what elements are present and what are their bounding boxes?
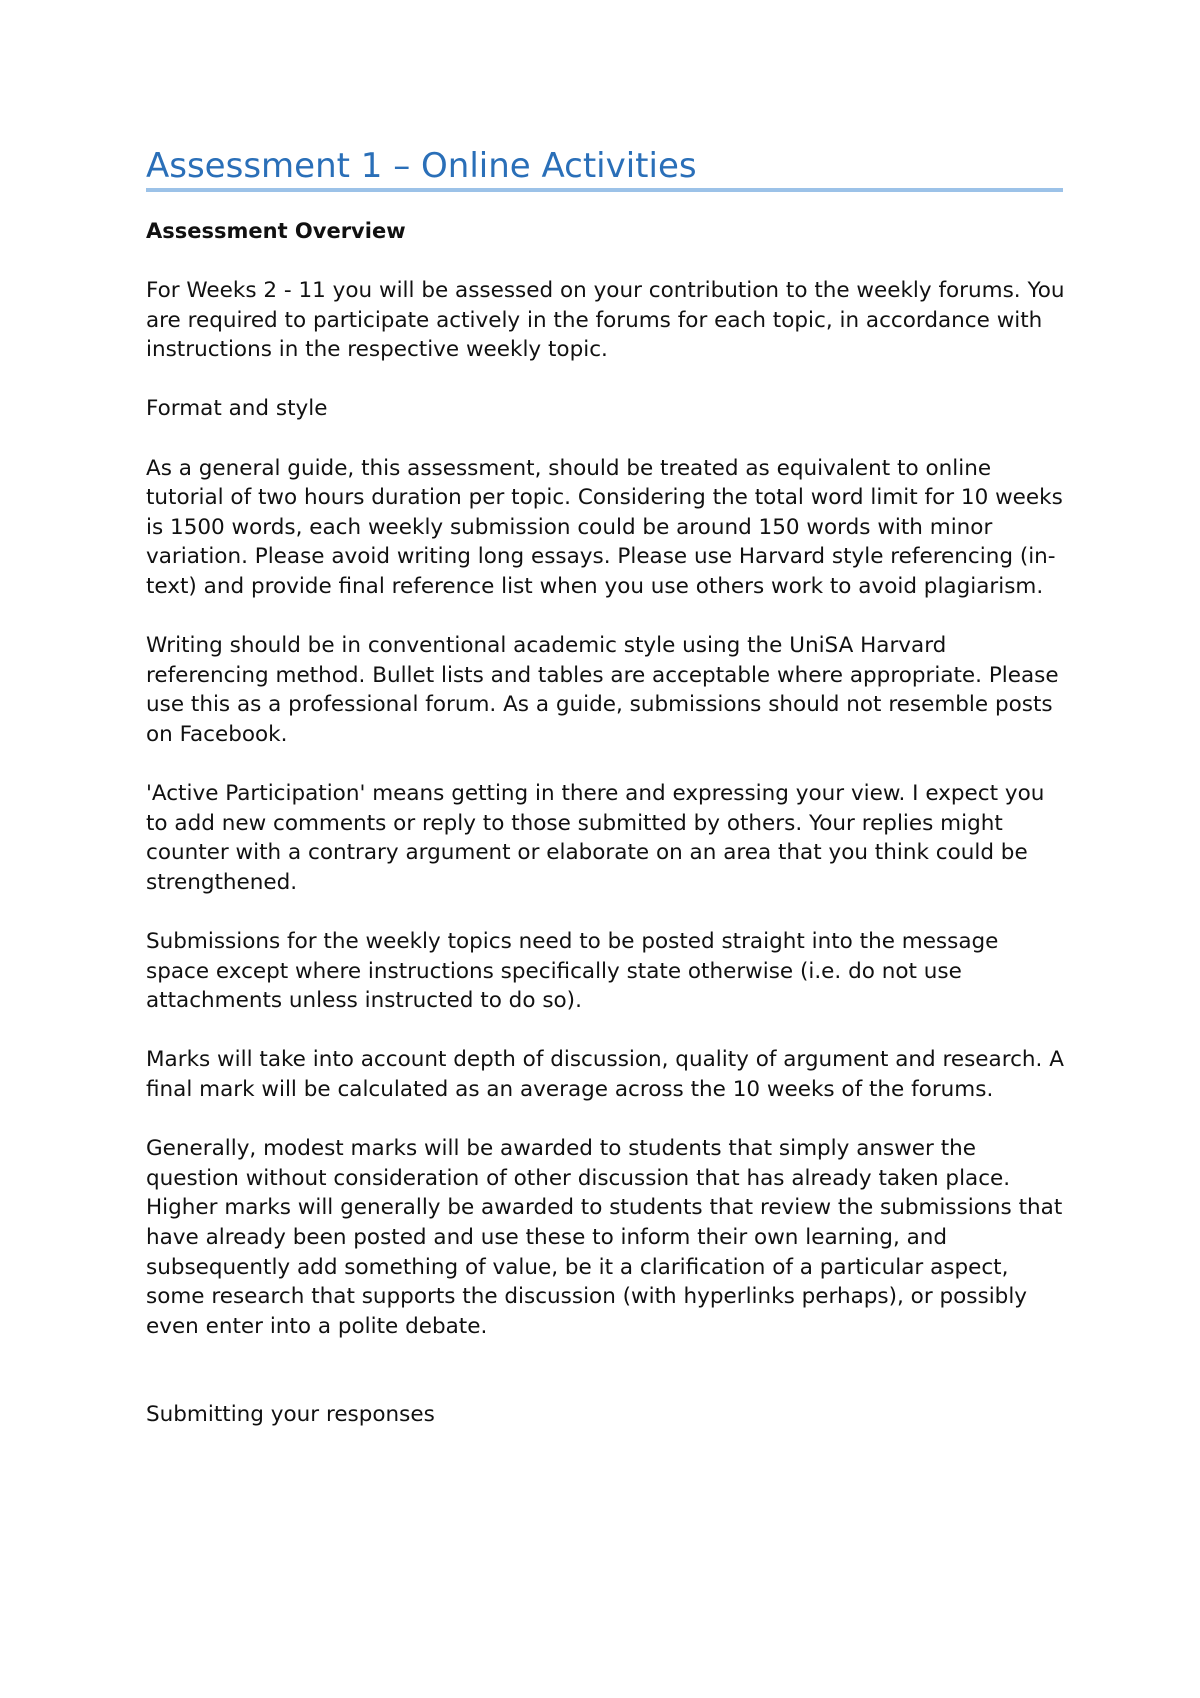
title-underline-rule bbox=[146, 188, 1063, 192]
paragraph-active-participation: 'Active Participation' means getting in there and expressing your view. I expect you to add new comments or reply to those submitted by others. Your replies might counter with a contrary argument or elaborate on an area that you think could be strengthened. bbox=[146, 781, 1045, 895]
paragraph-marks: Marks will take into account depth of discussion, quality of argument and research. A final mark will be calculated as an average across the 10 weeks of the forums. bbox=[146, 1047, 1064, 1103]
document-title: Assessment 1 – Online Activities bbox=[146, 146, 697, 186]
paragraph-weeks: For Weeks 2 - 11 you will be assessed on your contribution to the weekly forums. You are required to participate actively in the forums for each topic, in accordance with instructions in the respective weekly topic. bbox=[146, 278, 1065, 363]
paragraph-general-guide: As a general guide, this assessment, should be treated as equivalent to online tutorial of two hours duration per topic. Considering the total word limit for 10 weeks is 1500 words, each weekly submission could be around 150 words with minor variation. Please avoid writing long essays. Please use Harvard style referencing (in-text) and provide final reference list when you use others work to avoid plagiarism. bbox=[146, 455, 1063, 599]
paragraph-writing-style: Writing should be in conventional academic style using the UniSA Harvard referencing method. Bullet lists and tables are acceptable where appropriate. Please use this as a professional forum. As a guide, submissions should not resemble posts on Facebook. bbox=[146, 633, 1059, 747]
section-heading-overview: Assessment Overview bbox=[146, 219, 406, 243]
subheading-format-and-style: Format and style bbox=[146, 396, 328, 422]
subheading-submitting-responses: Submitting your responses bbox=[146, 1402, 435, 1428]
paragraph-submissions: Submissions for the weekly topics need to be posted straight into the message space except where instructions specifically state otherwise (i.e. do not use attachments unless instructed to do so). bbox=[146, 929, 999, 1014]
paragraph-generally: Generally, modest marks will be awarded to students that simply answer the question without consideration of other discussion that has already taken place. Higher marks will generally be awarded to students that review the submissions that have already been posted and use these to inform their own learning, and subsequently add something of value, be it a clarification of a particular aspect, some research that supports the discussion (with hyperlinks perhaps), or possibly even enter into a polite debate. bbox=[146, 1136, 1063, 1339]
document-content bbox=[146, 144, 1066, 1460]
